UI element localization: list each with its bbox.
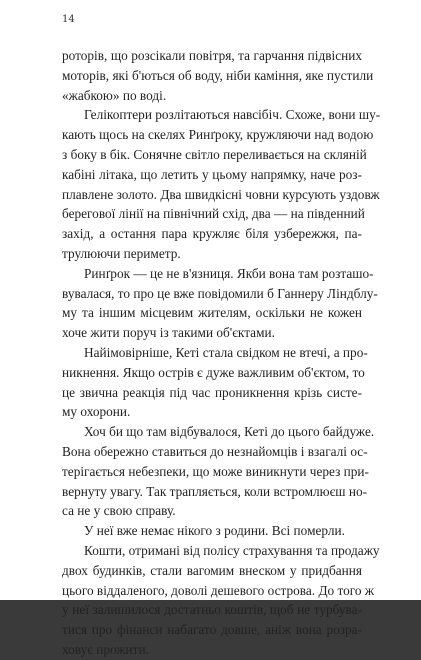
- text-line: плавлене золото. Два швидкісні човни курсують уздовж: [62, 186, 380, 202]
- page-number: 14: [62, 14, 75, 25]
- body-text: [62, 46, 381, 660]
- text-line: тися про фінанси набагато довше, аніж вона розра-: [62, 622, 362, 638]
- text-line: моторів, які б'ються об воду, ніби каміння, яке пустили: [62, 67, 374, 83]
- text-line: роторів, що розсікали повітря, та гарчання підвісних: [62, 48, 362, 63]
- paragraph: [62, 541, 380, 660]
- text-line: з боку в бік. Сонячне світло переливається на скляній: [62, 146, 367, 162]
- text-line: хоче жити поруч із такими об'єктами.: [62, 325, 275, 341]
- text-line: Вона обережно ставиться до незнайомців і взагалі ос-: [62, 443, 368, 459]
- paragraph: [62, 264, 378, 343]
- text-line: «жабкою» по воді.: [62, 87, 167, 103]
- text-line: Ринґрок — це не в'язниця. Якби вона там розташо-: [84, 265, 374, 281]
- text-line: захід, а остання пара кружляє біля узбережжя, па-: [62, 226, 362, 242]
- text-line: кають щось на скелях Ринґроку, кружляючи над водою: [62, 127, 374, 143]
- text-line: му охорони.: [62, 404, 131, 420]
- text-line: трулюючи периметр.: [62, 245, 181, 261]
- text-line: Найімовірніше, Кеті стала свідком не втечі, а про-: [84, 344, 368, 360]
- text-line: у неї залишилося достатньо коштів, щоб не турбува-: [62, 602, 362, 618]
- paragraph: [62, 46, 374, 105]
- text-line: кабіні літака, що летить у цьому напрямку, наче роз-: [62, 166, 362, 182]
- text-line: са не у свою справу.: [62, 503, 176, 519]
- text-line: никнення. Якщо острів є дуже важливим об'єктом, то: [62, 364, 365, 380]
- text-line: двох будинків, стали вагомим внеском у придбання: [62, 562, 362, 578]
- text-line: це звична реакція під час проникнення крізь систе-: [62, 384, 362, 400]
- text-line: Хоч би що там відбувалося, Кеті до цього байдуже.: [84, 424, 375, 440]
- paragraph: [62, 343, 368, 422]
- text-line: Кошти, отримані від полісу страхування та продажу: [84, 542, 380, 558]
- text-line: вувалася, то про це вже повідомили б Ганнеру Ліндблу-: [62, 285, 378, 301]
- paragraph: [62, 105, 381, 263]
- text-line: Гелікоптери розлітаються навсібіч. Схоже, вони шу-: [84, 107, 381, 123]
- text-line: му та іншим місцевим жителям, оскільки не кожен: [62, 305, 362, 321]
- text-line: вернуту увагу. Так трапляється, коли встромлюєш но-: [62, 483, 368, 499]
- text-line: берегової лінії на північний схід, два — на південний: [62, 206, 365, 222]
- paragraph: [62, 422, 375, 521]
- text-line: ховує прожити.: [62, 641, 149, 657]
- text-line: цього віддаленого, доволі дешевого острова. До того ж: [62, 582, 375, 598]
- text-line: терігається небезпеки, що може виникнути через при-: [62, 463, 369, 479]
- text-line: У неї вже немає нікого з родини. Всі померли.: [84, 523, 345, 539]
- paragraph: [62, 521, 362, 541]
